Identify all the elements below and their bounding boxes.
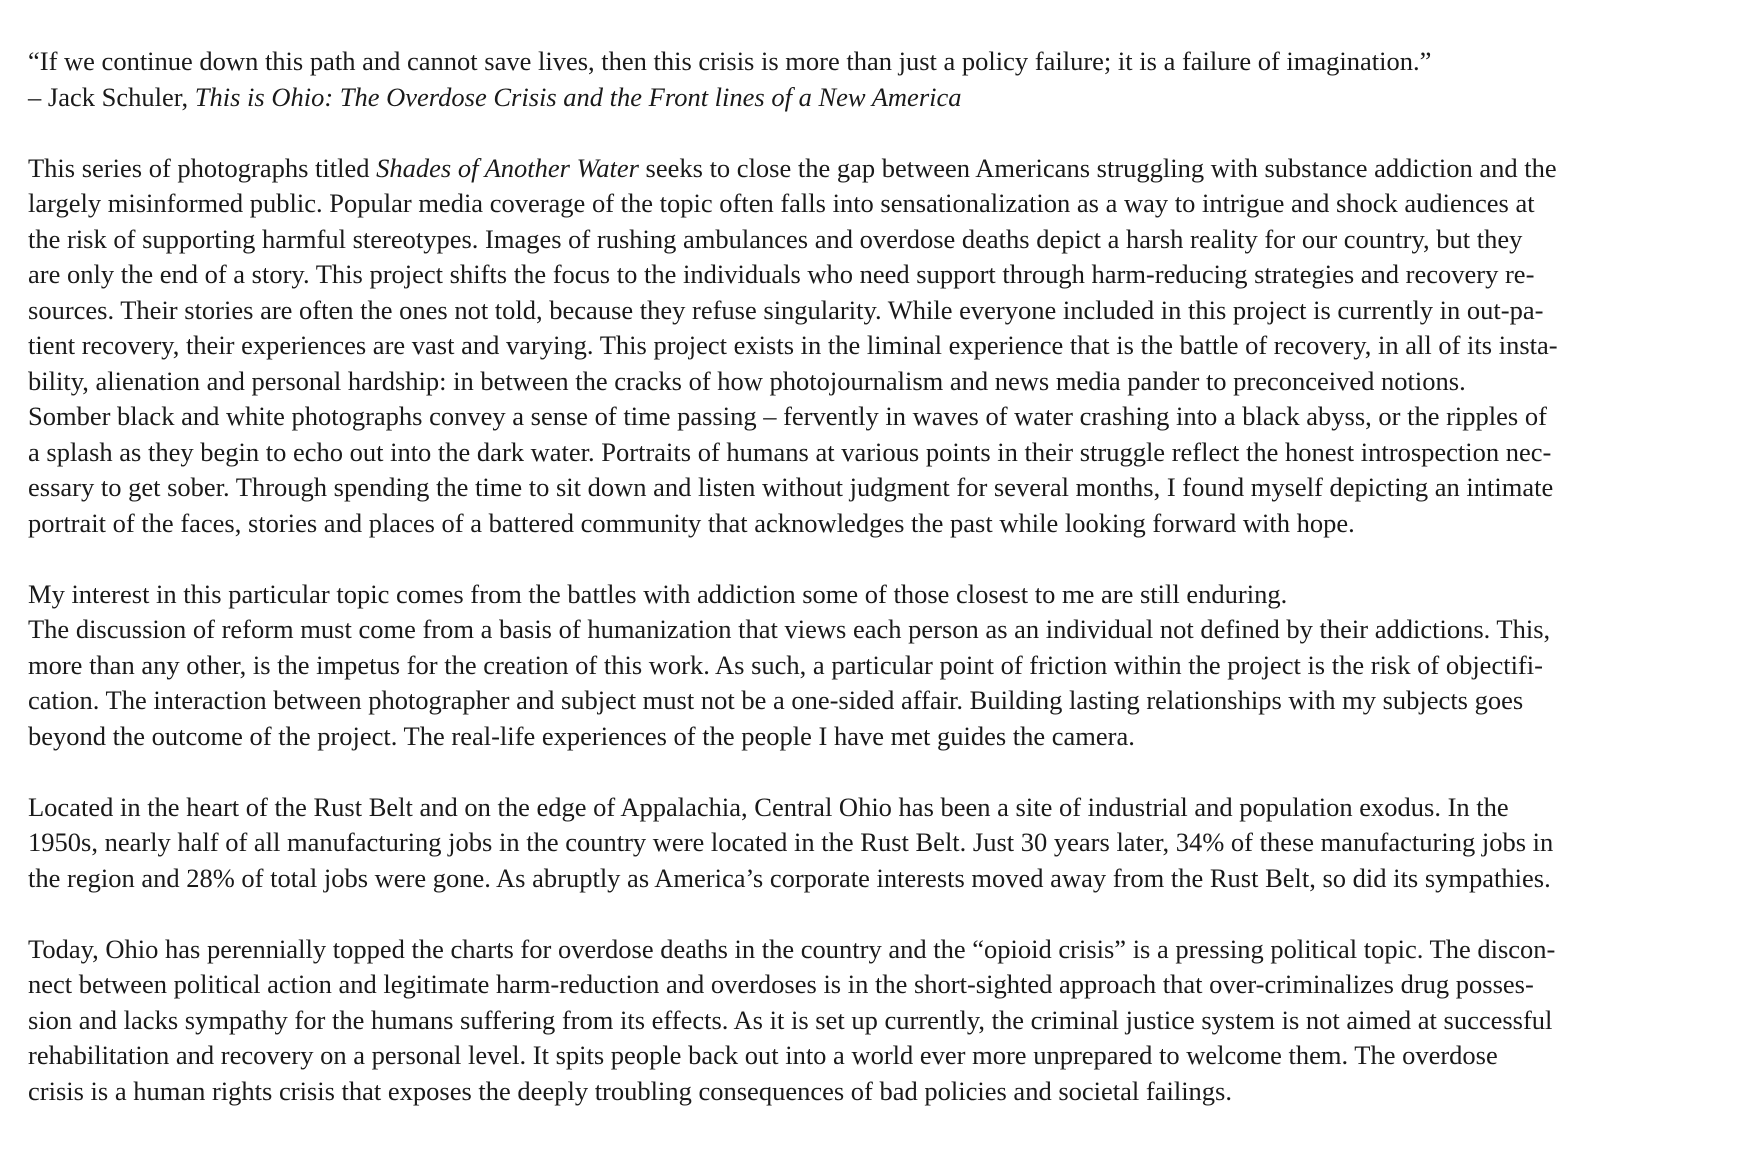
text-line: nect between political action and legitimate harm-reduction and overdoses is in the short-sighted approach that over-criminalizes drug posses- [28,969,1534,999]
text-line: the region and 28% of total jobs were gone. As abruptly as America’s corporate interests moved away from the Rust Belt, so did its sympathies. [28,862,1551,893]
document-body [28,44,1740,1145]
text-line: tient recovery, their experiences are vast and varying. This project exists in the liminal experience that is the battle of recovery, in all of its insta- [28,330,1558,360]
text-line: Located in the heart of the Rust Belt and on the edge of Appalachia, Central Ohio has been a site of industrial and population exodus. In the [28,791,1509,822]
series-title: Shades of Another Water [376,152,639,183]
paragraph-2 [28,577,1740,755]
attribution-book-title: This is Ohio: The Overdose Crisis and the Front lines of a New America [194,81,962,112]
text-line: sources. Their stories are often the ones not told, because they refuse singularity. While everyone included in this project is currently in out-pa- [28,294,1544,325]
text-line: My interest in this particular topic comes from the battles with addiction some of those closest to me are still enduring. [28,578,1288,609]
text-line: This series of photographs titled Shades of Another Water seeks to close the gap between Americans struggling with substance addiction and the [28,152,1557,183]
text-line: a splash as they begin to echo out into the dark water. Portraits of humans at various points in their struggle reflect the honest introspection nec- [28,436,1552,467]
text-line: 1950s, nearly half of all manufacturing jobs in the country were located in the Rust Belt. Just 30 years later, 34% of these manufacturing jobs in [28,827,1554,857]
text-line: the risk of supporting harmful stereotypes. Images of rushing ambulances and overdose deaths depict a harsh reality for our country, but they [28,223,1523,254]
text-line: beyond the outcome of the project. The real-life experiences of the people I have met guides the camera. [28,720,1135,751]
text-line: bility, alienation and personal hardship: in between the cracks of how photojournalism and news media pander to preconceived notions. [28,365,1466,396]
text-line: cation. The interaction between photographer and subject must not be a one-sided affair. Building lasting relationships with my subjects goes [28,685,1524,715]
text-line: Today, Ohio has perennially topped the charts for overdose deaths in the country and the “opioid crisis” is a pressing political topic. The discon- [28,933,1556,964]
text-line: crisis is a human rights crisis that exposes the deeply troubling consequences of bad policies and societal failings. [28,1075,1232,1106]
text-line: Somber black and white photographs convey a sense of time passing – fervently in waves of water crashing into a black abyss, or the ripples of [28,401,1547,431]
text-line: largely misinformed public. Popular media coverage of the topic often falls into sensationalization as a way to intrigue and shock audiences at [28,188,1535,218]
paragraph-1 [28,151,1740,542]
text-line: sion and lacks sympathy for the humans suffering from its effects. As it is set up currently, the criminal justice system is not aimed at successful [28,1004,1553,1035]
epigraph-quote: “If we continue down this path and cannot save lives, then this crisis is more than just a policy failure; it is a failure of imagination.” [28,46,1432,76]
text-line: rehabilitation and recovery on a personal level. It spits people back out into a world ever more unprepared to welcome them. The overdose [28,1040,1498,1070]
text-line: The discussion of reform must come from a basis of humanization that views each person as an individual not defined by their addictions. This, [28,614,1551,644]
epigraph-attribution [28,80,1740,116]
text-line: more than any other, is the impetus for the creation of this work. As such, a particular point of friction within the project is the risk of objectifi- [28,649,1543,680]
paragraphs [28,151,1740,1110]
text-line: are only the end of a story. This project shifts the focus to the individuals who need support through harm-reducing strategies and recovery re- [28,259,1535,289]
paragraph-4 [28,932,1740,1110]
paragraph-3 [28,790,1740,897]
attribution-author: – Jack Schuler, [28,81,195,112]
epigraph [28,44,1740,115]
text-line: portrait of the faces, stories and places of a battered community that acknowledges the past while looking forward with hope. [28,507,1355,538]
text-line: essary to get sober. Through spending the time to sit down and listen without judgment for several months, I found myself depicting an intimate [28,472,1554,502]
